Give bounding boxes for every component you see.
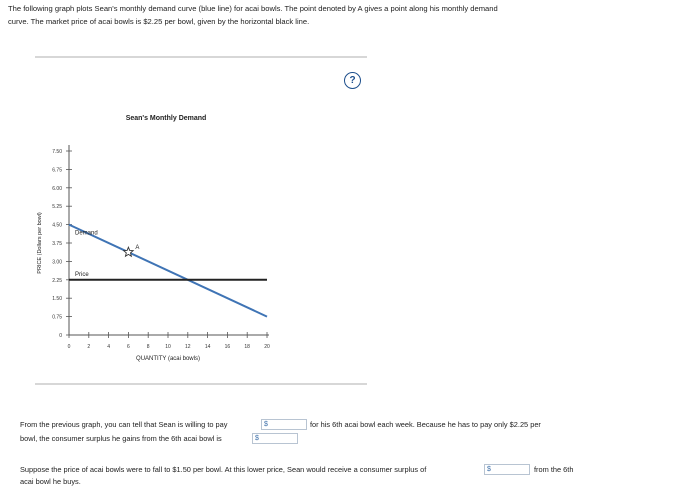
y-tick-label: 3.75: [52, 241, 62, 247]
y-tick-label: 0: [59, 333, 62, 339]
x-tick-label: 8: [146, 344, 150, 350]
y-tick-label: 1.50: [52, 296, 62, 303]
instructions-line-2: curve. The market price of acai bowls is $2.25 per bowl, given by the horizontal black line.: [8, 17, 310, 26]
x-tick-label: 2: [87, 344, 91, 350]
x-tick-label: 16: [224, 344, 231, 350]
point-a-star-icon: [124, 247, 134, 256]
demand-curve-label: Demand: [75, 230, 98, 237]
question-2-text-b: from the 6th: [534, 465, 574, 474]
y-tick-label: 7.50: [52, 149, 62, 155]
y-tick-label: 4.50: [52, 222, 62, 229]
x-tick-label: 4: [107, 344, 110, 350]
help-icon[interactable]: ?: [344, 72, 361, 89]
wtp-answer-box[interactable]: [261, 419, 307, 430]
question-1-text-a: From the previous graph, you can tell that Sean is willing to pay: [20, 420, 228, 429]
chart-series: [69, 225, 267, 317]
y-tick-label: 6.00: [52, 185, 62, 192]
x-tick-label: 6: [127, 344, 130, 350]
chart-title: Sean's Monthly Demand: [125, 115, 207, 122]
question-2-text-a: Suppose the price of acai bowls were to fall to $1.50 per bowl. At this lower price, Sean would receive a consumer surplus of: [20, 465, 427, 474]
chart-ticks: [52, 149, 270, 350]
lower-price-surplus-input[interactable]: [493, 465, 527, 474]
x-tick-label: 14: [204, 344, 211, 350]
x-tick-label: 0: [67, 344, 71, 350]
question-2-text-c: acai bowl he buys.: [20, 477, 81, 486]
demand-curve-line: [69, 225, 267, 317]
y-tick-label: 5.25: [52, 204, 62, 211]
x-tick-label: 18: [244, 344, 250, 350]
currency-symbol: $: [264, 421, 268, 428]
question-1-text-b: for his 6th acai bowl each week. Because he has to pay only $2.25 per: [310, 420, 541, 429]
surplus-answer-box[interactable]: [252, 433, 298, 444]
chart-axes: [69, 145, 269, 335]
currency-symbol: $: [255, 435, 259, 442]
x-tick-label: 20: [264, 344, 270, 350]
point-a-label: A: [135, 245, 140, 252]
y-tick-label: 2.25: [52, 277, 62, 284]
surplus-input[interactable]: [261, 434, 295, 443]
wtp-input[interactable]: [270, 420, 304, 429]
y-tick-label: 0.75: [52, 314, 62, 321]
currency-symbol: $: [487, 466, 491, 473]
y-tick-label: 3.00: [52, 259, 62, 266]
y-axis-label: PRICE (Dollars per bowl): [37, 212, 43, 274]
x-tick-label: 12: [185, 344, 191, 350]
lower-price-surplus-answer-box[interactable]: [484, 464, 530, 475]
x-tick-label: 10: [165, 344, 171, 350]
y-tick-label: 6.75: [52, 167, 62, 174]
question-1-text-c: bowl, the consumer surplus he gains from the 6th acai bowl is: [20, 434, 222, 443]
instructions-line-1: The following graph plots Sean's monthly demand curve (blue line) for acai bowls. The point denoted by A gives a point along his monthly demand: [8, 4, 498, 13]
price-line-label: Price: [75, 271, 89, 278]
x-axis-label: QUANTITY (acai bowls): [136, 356, 200, 362]
